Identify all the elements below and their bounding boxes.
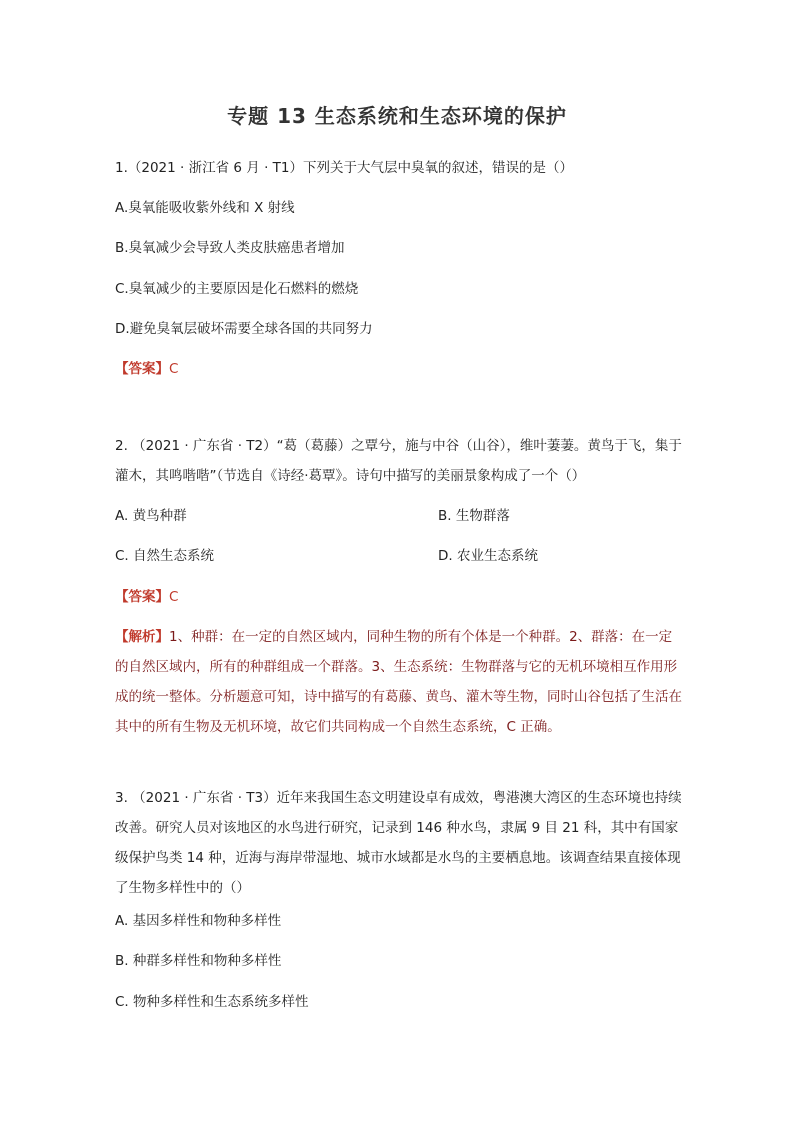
question-1-answer	[115, 359, 178, 379]
answer-label: 【答案】	[115, 589, 169, 605]
answer-label: 【答案】	[115, 361, 169, 377]
question-1-option-c: C.臭氧减少的主要原因是化石燃料的燃烧	[115, 281, 359, 297]
answer-value: C	[169, 589, 179, 605]
question-3-option-b: B. 种群多样性和物种多样性	[115, 953, 282, 969]
question-2-option-a: A. 黄鸟种群	[115, 508, 187, 524]
question-2-answer	[115, 587, 178, 607]
answer-value: C	[169, 361, 179, 377]
question-3-stem: 3. （2021 · 广东省 · T3）近年来我国生态文明建设卓有成效，粤港澳大湾区的生态环境也持续改善。研究人员对该地区的水鸟进行研究，记录到 146 种水鸟，隶属 9 目 21 科，其中有国家级保护鸟类 14 种，近海与海岸带湿地、城市水域都是水鸟的主要栖息地。该调查结果直接体现了生物多样性中的（）	[115, 790, 682, 896]
question-3-option-c: C. 物种多样性和生态系统多样性	[115, 994, 309, 1010]
analysis-text: 1、种群：在一定的自然区域内，同种生物的所有个体是一个种群。2、群落：在一定的自然区域内，所有的种群组成一个群落。3、生态系统：生物群落与它的无机环境相互作用形成的统一整体。分析题意可知，诗中描写的有葛藤、黄鸟、灌木等生物，同时山谷包括了生活在其中的所有生物及无机环境，故它们共同构成一个自然生态系统，C 正确。	[115, 629, 682, 735]
question-1-option-a: A.臭氧能吸收紫外线和 X 射线	[115, 200, 295, 216]
question-1-option-b: B.臭氧减少会导致人类皮肤癌患者增加	[115, 240, 345, 256]
question-2-option-c: C. 自然生态系统	[115, 548, 215, 564]
question-2-analysis	[115, 622, 685, 742]
question-2-stem: 2. （2021 · 广东省 · T2）“葛（葛藤）之覃兮，施与中谷（山谷），维叶萋萋。黄鸟于飞，集于灌木，其鸣喈喈”（节选自《诗经·葛覃》。诗句中描写的美丽景象构成了一个（）	[115, 438, 682, 484]
question-3-option-a: A. 基因多样性和物种多样性	[115, 913, 282, 929]
question-2-option-b: B. 生物群落	[438, 508, 510, 524]
page-title: 专题 13 生态系统和生态环境的保护	[227, 104, 567, 128]
question-1-option-d: D.避免臭氧层破坏需要全球各国的共同努力	[115, 321, 373, 337]
question-1-stem: 1.（2021 · 浙江省 6 月 · T1）下列关于大气层中臭氧的叙述，错误的是（）	[115, 160, 573, 176]
question-2-option-d: D. 农业生态系统	[438, 548, 538, 564]
analysis-label: 【解析】	[115, 629, 169, 645]
